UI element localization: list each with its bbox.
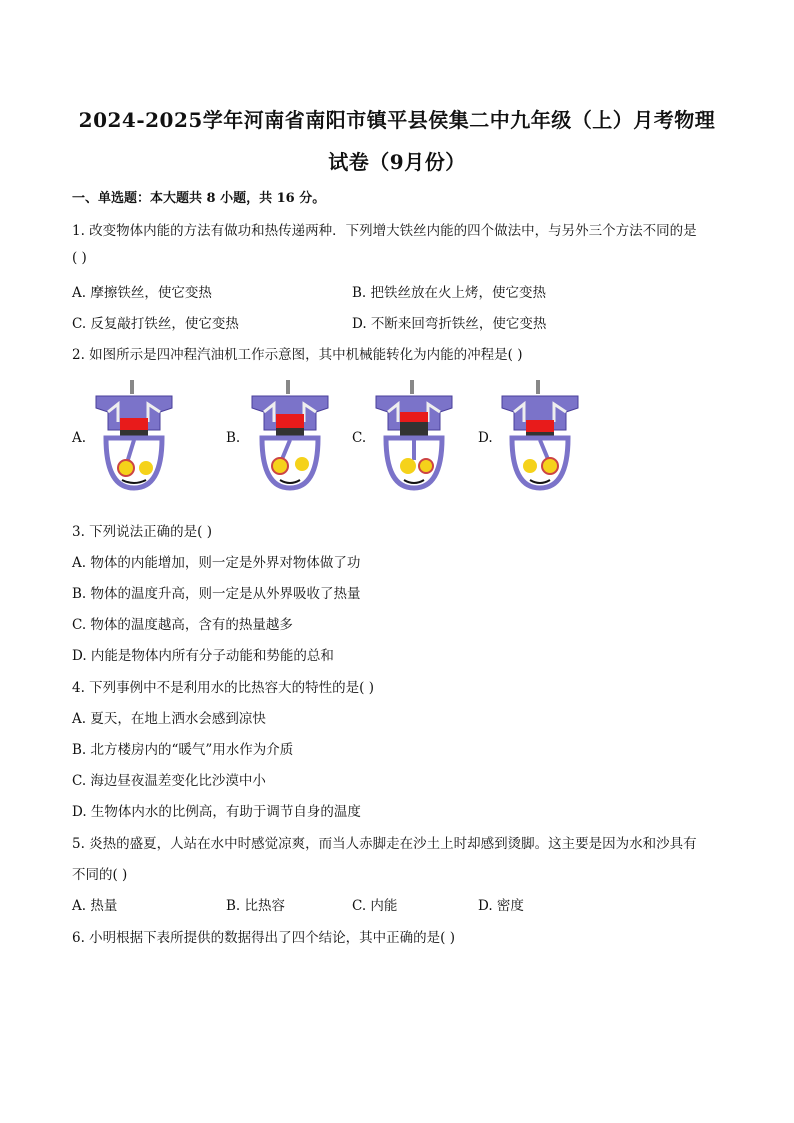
q5-option-c: C. 内能 <box>352 898 398 914</box>
q1-stem-cont: ( ) <box>72 250 87 266</box>
q3-option-c: C. 物体的温度越高，含有的热量越多 <box>72 617 293 633</box>
page-subtitle: 试卷（9月份） <box>328 150 466 174</box>
q3-option-a: A. 物体的内能增加，则一定是外界对物体做了功 <box>72 555 361 571</box>
page-title: 2024-2025学年河南省南阳市镇平县侯集二中九年级（上）月考物理 <box>78 108 716 132</box>
q4-option-b: B. 北方楼房内的“暖气”用水作为介质 <box>72 742 294 758</box>
q1-option-b: B. 把铁丝放在火上烤，使它变热 <box>352 285 547 301</box>
section-heading: 一、单选题：本大题共 8 小题，共 16 分。 <box>72 191 326 206</box>
q2-label-a: A. <box>72 430 87 446</box>
q1-option-c: C. 反复敲打铁丝，使它变热 <box>72 316 239 332</box>
q3-option-b: B. 物体的温度升高，则一定是从外界吸收了热量 <box>72 586 361 602</box>
q4-stem: 4. 下列事例中不是利用水的比热容大的特性的是( ) <box>72 680 374 696</box>
q2-stem: 2. 如图所示是四冲程汽油机工作示意图，其中机械能转化为内能的冲程是( ) <box>72 347 523 363</box>
q5-option-a: A. 热量 <box>72 898 118 914</box>
q6-stem: 6. 小明根据下表所提供的数据得出了四个结论，其中正确的是( ) <box>72 930 455 946</box>
engine-diagram-c <box>368 378 460 496</box>
q5-option-b: B. 比热容 <box>226 898 286 914</box>
q5-stem-cont: 不同的( ) <box>72 867 128 883</box>
q4-option-c: C. 海边昼夜温差变化比沙漠中小 <box>72 773 266 789</box>
q2-label-b: B. <box>226 430 241 446</box>
q5-stem: 5. 炎热的盛夏，人站在水中时感觉凉爽，而当人赤脚走在沙土上时却感到烫脚。这主要是因为水和沙具有 <box>72 836 697 852</box>
engine-diagram-a <box>88 378 180 496</box>
engine-diagram-d <box>494 378 586 496</box>
q2-label-c: C. <box>352 430 367 446</box>
q2-label-d: D. <box>478 430 493 446</box>
q3-stem: 3. 下列说法正确的是( ) <box>72 524 212 540</box>
q1-option-a: A. 摩擦铁丝，使它变热 <box>72 285 212 301</box>
q4-option-a: A. 夏天，在地上洒水会感到凉快 <box>72 711 266 727</box>
q3-option-d: D. 内能是物体内所有分子动能和势能的总和 <box>72 648 334 664</box>
q1-stem: 1. 改变物体内能的方法有做功和热传递两种．下列增大铁丝内能的四个做法中，与另外三个方法不同的是 <box>72 223 697 239</box>
engine-diagram-b <box>244 378 336 496</box>
q1-option-d: D. 不断来回弯折铁丝，使它变热 <box>352 316 547 332</box>
q4-option-d: D. 生物体内水的比例高，有助于调节自身的温度 <box>72 804 361 820</box>
q5-option-d: D. 密度 <box>478 898 524 914</box>
